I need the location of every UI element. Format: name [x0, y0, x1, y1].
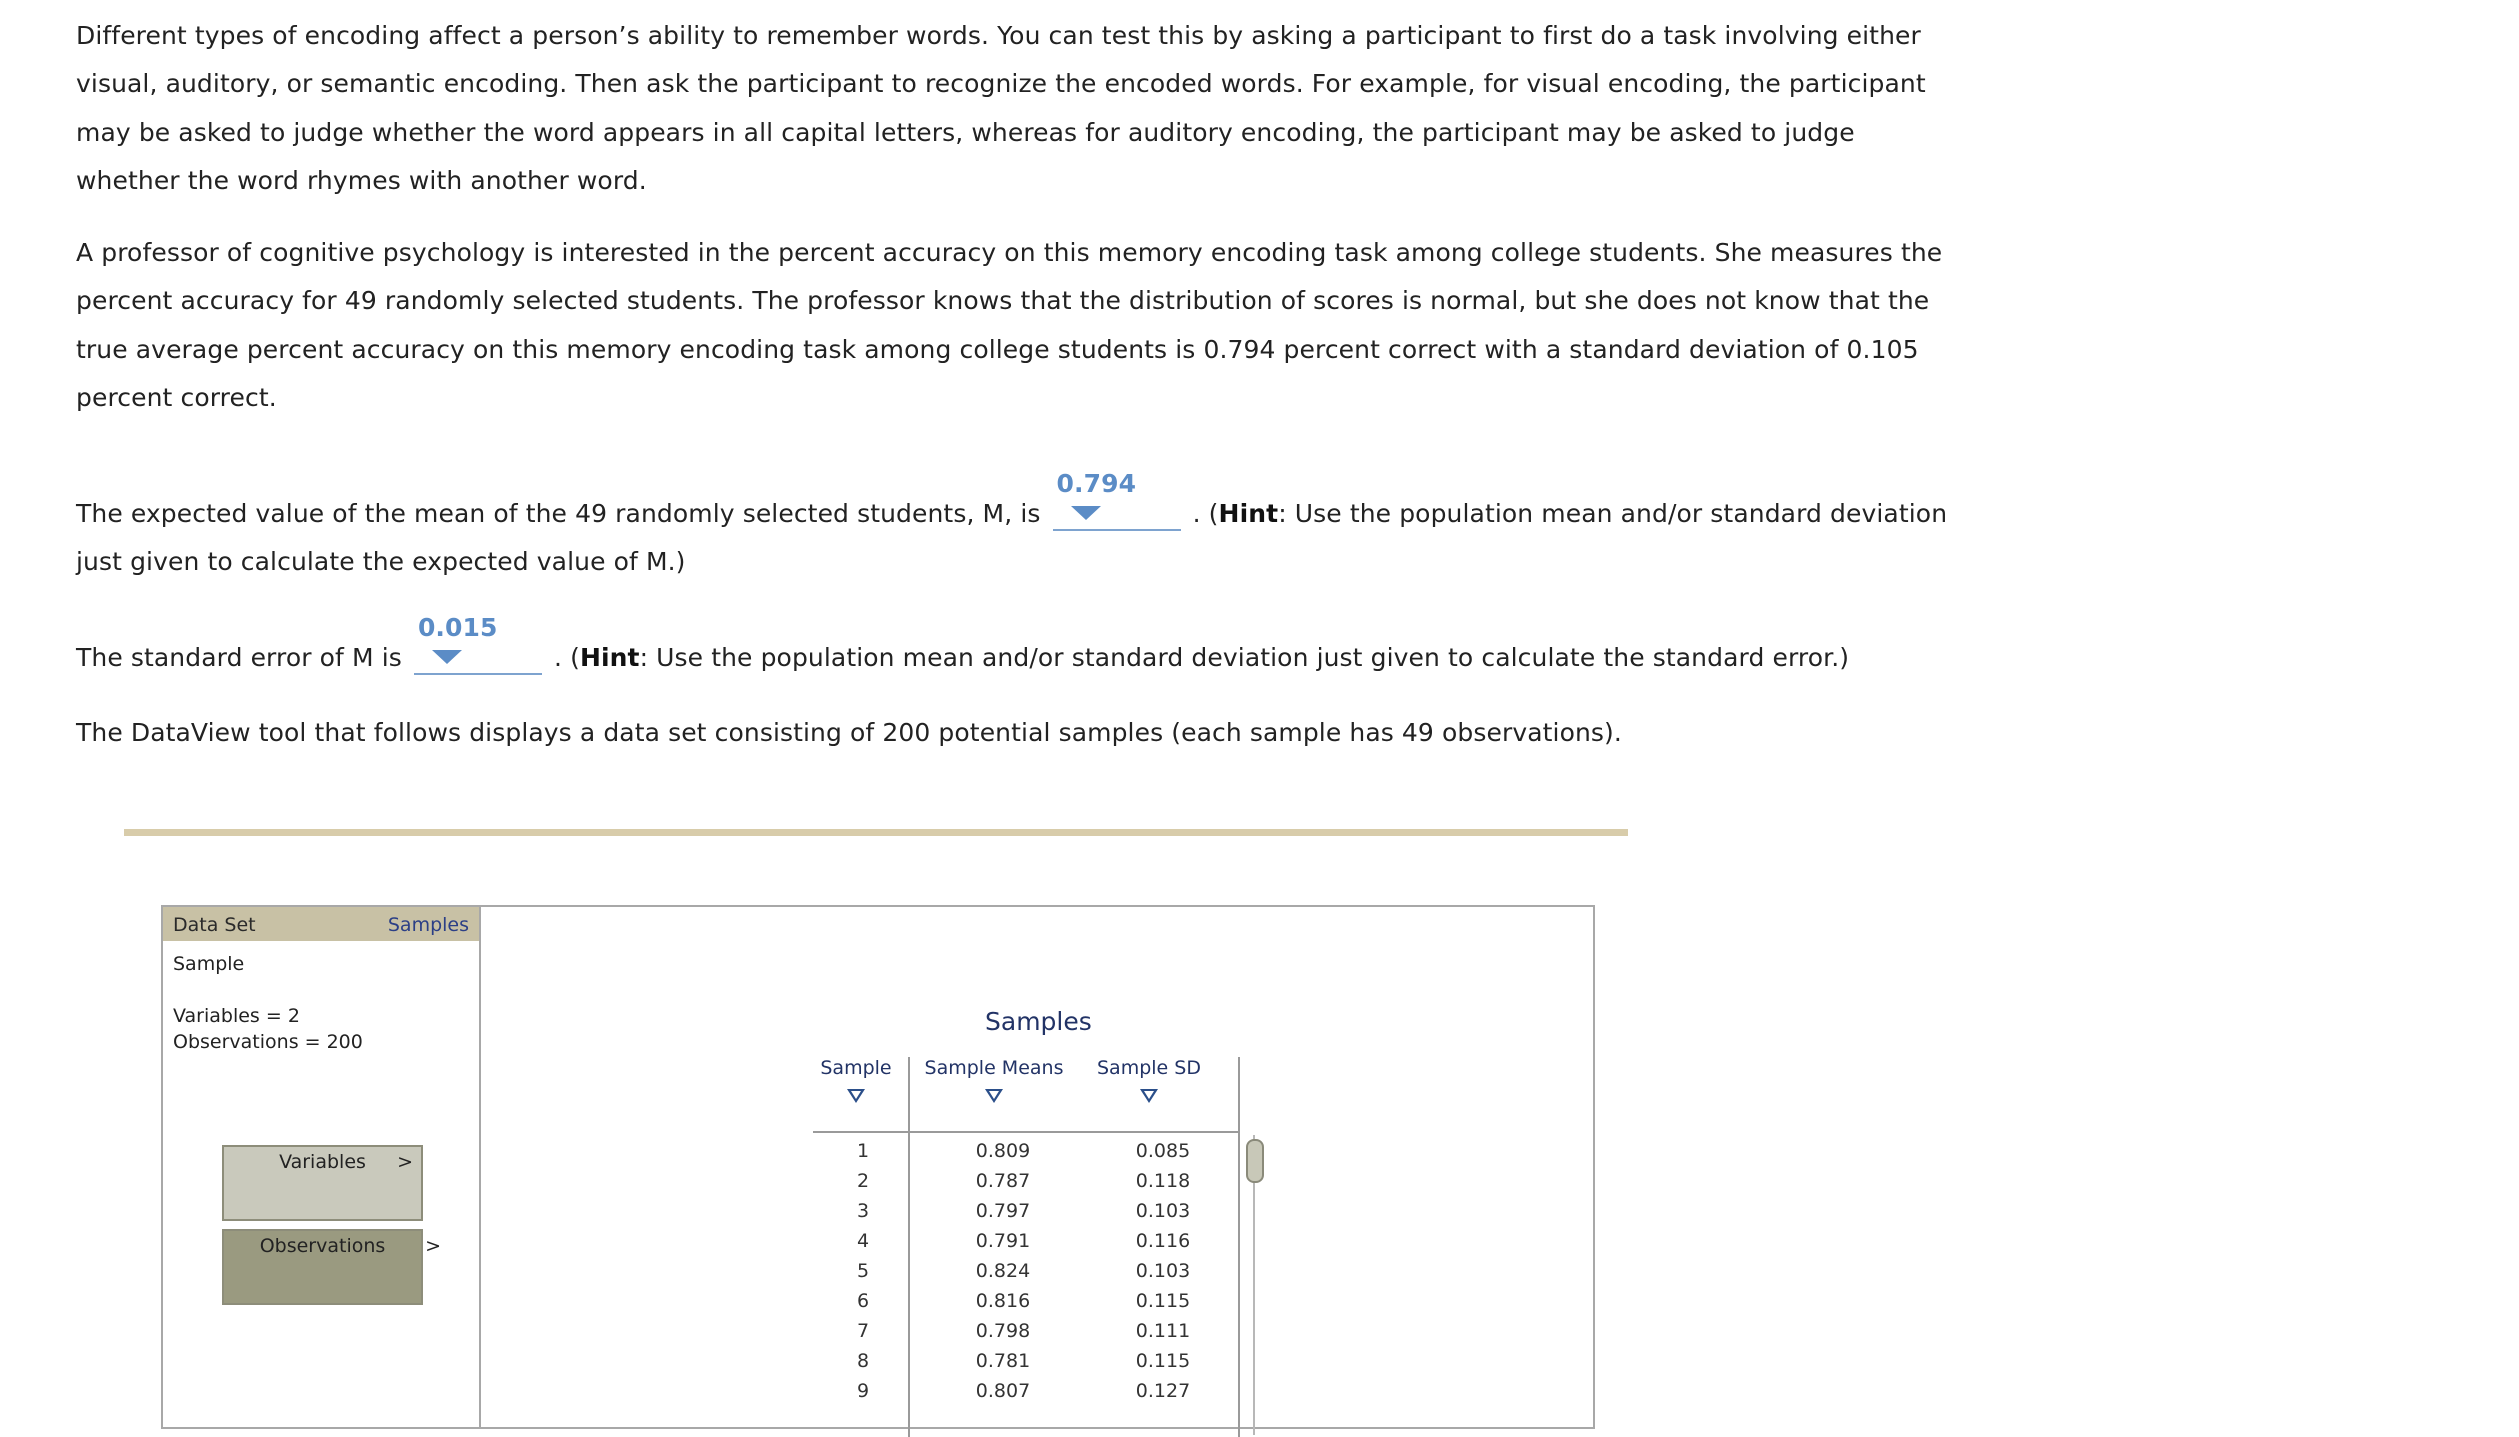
table-cell: 0.791 — [975, 1230, 1031, 1252]
table-cell: 9 — [856, 1380, 870, 1402]
variables-count: Variables = 2 — [173, 1005, 300, 1027]
table-cell: 4 — [856, 1230, 870, 1252]
intro-paragraph-1: Different types of encoding affect a person’s ability to remember words. You can test this by asking a participant to first do a task involving either visual, auditory, or semantic encoding. Then ask the participant to recognize the encoded words. For example, for visual encoding, the participant may be asked to judge whether the word appears in all capital letters, whereas for auditory encoding, the participant may be asked to judge whether the word rhymes with another word. — [76, 21, 1926, 195]
header-divider — [813, 1131, 1239, 1133]
table-cell: 7 — [856, 1320, 870, 1342]
standard-error-selected: 0.015 — [417, 613, 498, 642]
section-divider — [124, 829, 1628, 836]
table-cell: 0.115 — [1135, 1350, 1191, 1372]
observations-button-label: Observations — [259, 1235, 386, 1257]
q2-after: . ( — [553, 643, 580, 672]
table-cell: 0.115 — [1135, 1290, 1191, 1312]
dataview-intro: The DataView tool that follows displays a data set consisting of 200 potential samples (each sample has 49 observations). — [76, 718, 1622, 747]
column-divider — [1238, 1057, 1240, 1437]
standard-error-dropdown[interactable] — [414, 613, 542, 675]
chevron-down-icon — [1071, 506, 1101, 520]
table-cell: 0.787 — [975, 1170, 1031, 1192]
q1-text: The expected value of the mean of the 49 randomly selected students, M, is — [76, 499, 1041, 528]
question-standard-error — [76, 613, 1956, 682]
q1-after: . ( — [1192, 499, 1219, 528]
dataset-name: Sample — [173, 953, 245, 975]
table-cell: 0.824 — [975, 1260, 1031, 1282]
table-cell: 0.116 — [1135, 1230, 1191, 1252]
dataview-tool — [161, 905, 1595, 1429]
table-cell: 5 — [856, 1260, 870, 1282]
observations-arrow-icon: > — [425, 1235, 441, 1257]
question-expected-value — [76, 469, 1956, 587]
table-cell: 0.103 — [1135, 1200, 1191, 1222]
sort-arrow-icon[interactable] — [985, 1089, 1003, 1103]
table-cell: 0.807 — [975, 1380, 1031, 1402]
sort-arrow-icon[interactable] — [1140, 1089, 1158, 1103]
variables-button[interactable] — [222, 1145, 423, 1221]
variables-button-label: Variables — [279, 1151, 366, 1173]
observations-button[interactable] — [222, 1229, 441, 1305]
q2-hint-text: : Use the population mean and/or standard deviation just given to calculate the standard error.) — [639, 643, 1850, 672]
table-cell: 6 — [856, 1290, 870, 1312]
q2-hint-label: Hint — [579, 643, 640, 672]
observations-count: Observations = 200 — [173, 1031, 363, 1053]
table-cell: 0.103 — [1135, 1260, 1191, 1282]
sample-column — [823, 1136, 903, 1406]
expected-value-selected: 0.794 — [1056, 469, 1137, 498]
sort-arrow-icon[interactable] — [847, 1089, 865, 1103]
dataset-label: Data Set — [173, 914, 256, 936]
table-cell: 1 — [856, 1140, 870, 1162]
column-header-sample[interactable] — [811, 1057, 901, 1103]
sd-column — [1123, 1136, 1203, 1406]
column-divider — [908, 1057, 910, 1437]
table-cell: 3 — [856, 1200, 870, 1222]
table-cell: 0.816 — [975, 1290, 1031, 1312]
intro-paragraph-2: A professor of cognitive psychology is interested in the percent accuracy on this memory encoding task among college students. She measures the percent accuracy for 49 randomly selected students. The professor knows that the distribution of scores is normal, but she does not know that the true average percent accuracy on this memory encoding task among college students is 0.794 percent correct with a standard deviation of 0.105 percent correct. — [76, 238, 1943, 412]
table-cell: 0.085 — [1135, 1140, 1191, 1162]
table-cell: 0.118 — [1135, 1170, 1191, 1192]
table-cell: 2 — [856, 1170, 870, 1192]
column-header-label: Sample SD — [1097, 1057, 1201, 1079]
expected-value-dropdown[interactable] — [1053, 469, 1181, 531]
chevron-down-icon — [432, 650, 462, 664]
column-header-label: Sample Means — [924, 1057, 1064, 1079]
dataset-samples-link[interactable]: Samples — [387, 914, 469, 936]
q1-hint-label: Hint — [1218, 499, 1279, 528]
means-column — [953, 1136, 1053, 1406]
column-header-means[interactable] — [905, 1057, 1083, 1103]
table-title: Samples — [985, 1007, 1092, 1036]
dataset-panel-header — [163, 907, 479, 941]
table-cell: 8 — [856, 1350, 870, 1372]
table-cell: 0.797 — [975, 1200, 1031, 1222]
q1-hint-text: : Use the population mean and/or standard deviation just given to calculate the expected value of M.) — [76, 499, 1948, 577]
table-cell: 0.781 — [975, 1350, 1031, 1372]
table-cell: 0.127 — [1135, 1380, 1191, 1402]
scrollbar-thumb[interactable] — [1246, 1139, 1264, 1183]
column-header-sd[interactable] — [1087, 1057, 1211, 1103]
variables-arrow-icon: > — [397, 1151, 413, 1173]
dataset-panel — [163, 907, 481, 1427]
table-cell: 0.798 — [975, 1320, 1031, 1342]
table-cell: 0.111 — [1135, 1320, 1191, 1342]
q2-text: The standard error of M is — [76, 643, 402, 672]
table-cell: 0.809 — [975, 1140, 1031, 1162]
column-header-label: Sample — [820, 1057, 892, 1079]
